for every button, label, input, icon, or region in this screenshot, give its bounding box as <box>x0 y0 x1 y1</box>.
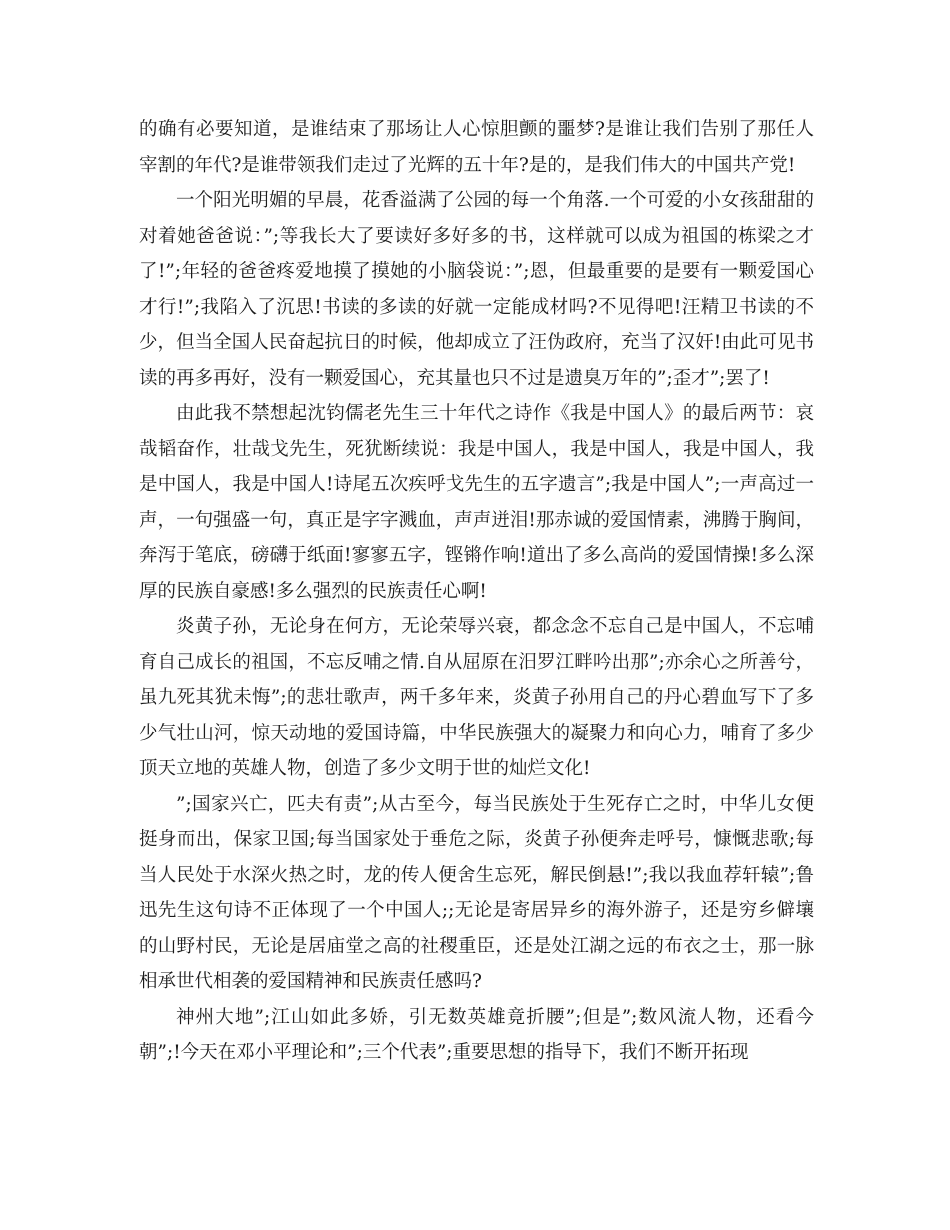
document-body <box>139 112 814 1071</box>
paragraph-2: 一个阳光明媚的早晨，花香溢满了公园的每一个角落.一个可爱的小女孩甜甜的对着她爸爸说：”;等我长大了要读好多好多的书，这样就可以成为祖国的栋梁之才了!”;年轻的爸爸疼爱地摸了摸她的小脑袋说：”;恩，但最重要的是要有一颗爱国心才行!”;我陷入了沉思!书读的多读的好就一定能成材吗?不见得吧!汪精卫书读的不少，但当全国人民奋起抗日的时候，他却成立了汪伪政府，充当了汉奸!由此可见书读的再多再好，没有一颗爱国心，充其量也只不过是遗臭万年的”;歪才”;罢了! <box>139 190 814 389</box>
paragraph-3: 由此我不禁想起沈钧儒老先生三十年代之诗作《我是中国人》的最后两节：哀哉韬奋作，壮哉戈先生，死犹断续说：我是中国人，我是中国人，我是中国人，我是中国人，我是中国人!诗尾五次疾呼戈先生的五字遗言”;我是中国人”;一声高过一声，一句强盛一句，真正是字字溅血，声声迸泪!那赤诚的爱国情素，沸腾于胸间，奔泻于笔底，磅礴于纸面!寥寥五字，铿锵作响!道出了多么高尚的爱国情操!多么深厚的民族自豪感!多么强烈的民族责任心啊! <box>139 403 814 602</box>
paragraph-1: 的确有必要知道，是谁结束了那场让人心惊胆颤的噩梦?是谁让我们告别了那任人宰割的年代?是谁带领我们走过了光辉的五十年?是的，是我们伟大的中国共产党! <box>139 119 814 176</box>
paragraph-4: 炎黄子孙，无论身在何方，无论荣辱兴衰，都念念不忘自己是中国人，不忘哺育自己成长的祖国，不忘反哺之情.自从屈原在汨罗江畔吟出那”;亦余心之所善兮，虽九死其犹未悔”;的悲壮歌声，两千多年来，炎黄子孙用自己的丹心碧血写下了多少气壮山河，惊天动地的爱国诗篇，中华民族强大的凝聚力和向心力，哺育了多少顶天立地的英雄人物，创造了多少文明于世的灿烂文化! <box>139 616 814 779</box>
paragraph-5: ”;国家兴亡，匹夫有责”;从古至今，每当民族处于生死存亡之时，中华儿女便挺身而出，保家卫国;每当国家处于垂危之际，炎黄子孙便奔走呼号，慷慨悲歌;每当人民处于水深火热之时，龙的传人便舍生忘死，解民倒悬!”;我以我血荐轩辕”;鲁迅先生这句诗不正体现了一个中国人;;无论是寄居异乡的海外游子，还是穷乡僻壤的山野村民，无论是居庙堂之高的社稷重臣，还是处江湖之远的布衣之士，那一脉相承世代相袭的爱国精神和民族责任感吗? <box>139 793 814 992</box>
paragraph-6: 神州大地”;江山如此多娇，引无数英雄竟折腰”;但是”;数风流人物，还看今朝”;!今天在邓小平理论和”;三个代表”;重要思想的指导下，我们不断开拓现 <box>139 1006 814 1063</box>
